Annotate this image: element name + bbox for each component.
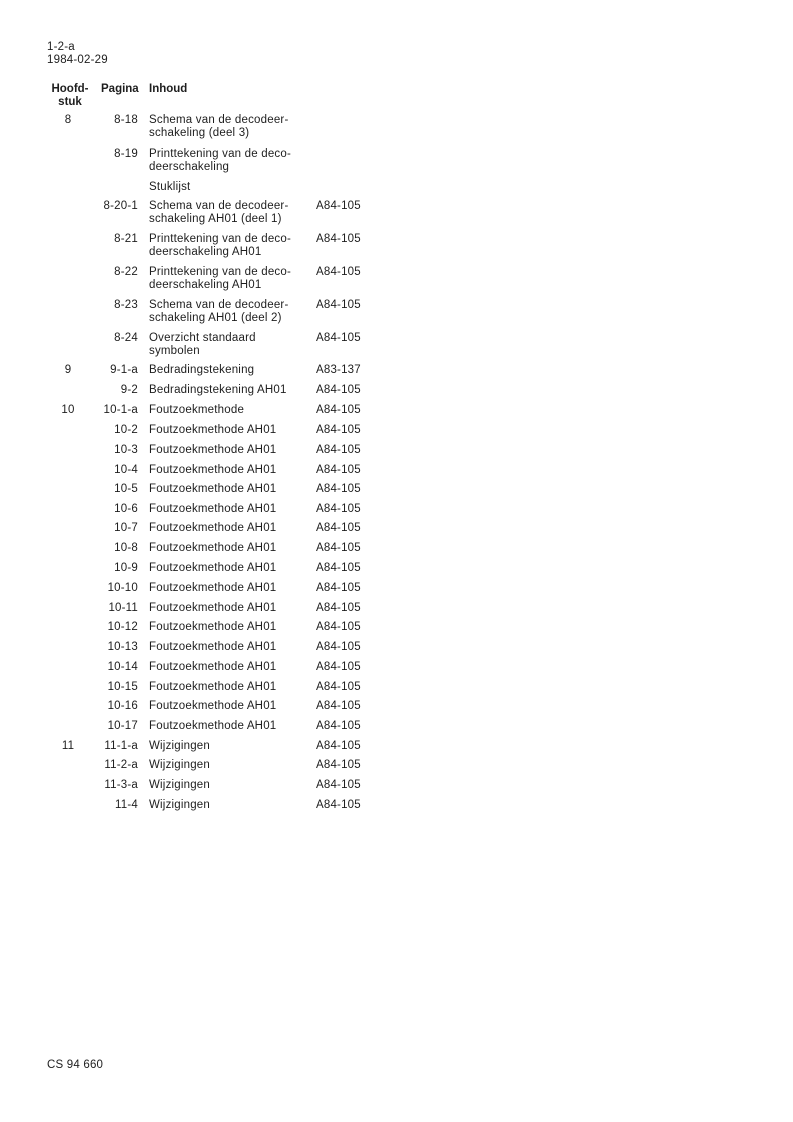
page-number: 10-2 xyxy=(114,424,138,436)
contents-line: Wijzigingen xyxy=(149,740,211,752)
contents-line: Foutzoekmethode AH01 xyxy=(149,562,277,574)
column-header-chapter-line1: Hoofd- xyxy=(51,83,89,95)
contents-line: Printtekening van de deco- xyxy=(149,266,292,278)
contents-line: deerschakeling AH01 xyxy=(149,279,262,292)
revision-code: A84-105 xyxy=(316,299,361,311)
contents-line: Foutzoekmethode AH01 xyxy=(149,602,277,614)
contents-description xyxy=(149,641,311,654)
document-code: 1-2-a xyxy=(47,41,75,53)
page-number: 10-10 xyxy=(107,582,138,594)
revision-code: A84-105 xyxy=(316,266,361,278)
contents-description xyxy=(149,602,311,615)
chapter-number: 11 xyxy=(61,740,75,752)
page-number: 11-1-a xyxy=(104,740,138,752)
page-number: 8-20-1 xyxy=(103,200,138,212)
chapter-number: 8 xyxy=(64,114,72,126)
revision-code: A84-105 xyxy=(316,522,361,534)
contents-description xyxy=(149,681,311,694)
contents-line: schakeling (deel 3) xyxy=(149,127,250,140)
chapter-number: 9 xyxy=(64,364,72,376)
contents-description xyxy=(149,759,311,772)
page-number: 9-2 xyxy=(120,384,138,396)
document-date: 1984-02-29 xyxy=(47,54,108,66)
contents-description xyxy=(149,266,311,293)
page-number: 8-21 xyxy=(114,233,138,245)
contents-description xyxy=(149,332,311,359)
contents-description xyxy=(149,483,311,496)
revision-code: A84-105 xyxy=(316,332,361,344)
contents-line: Printtekening van de deco- xyxy=(149,148,292,160)
page-number: 10-12 xyxy=(107,621,138,633)
revision-code: A84-105 xyxy=(316,602,361,614)
revision-code: A84-105 xyxy=(316,542,361,554)
contents-description xyxy=(149,779,311,792)
page-number: 10-9 xyxy=(114,562,138,574)
contents-line: Foutzoekmethode AH01 xyxy=(149,720,277,732)
contents-line: deerschakeling xyxy=(149,161,230,174)
contents-line: Foutzoekmethode AH01 xyxy=(149,503,277,515)
contents-line: Foutzoekmethode AH01 xyxy=(149,424,277,436)
page-number: 10-16 xyxy=(107,700,138,712)
revision-code: A84-105 xyxy=(316,424,361,436)
revision-code: A84-105 xyxy=(316,444,361,456)
contents-description xyxy=(149,799,311,812)
contents-description xyxy=(149,503,311,516)
contents-line: symbolen xyxy=(149,345,200,358)
contents-description xyxy=(149,233,311,260)
revision-code: A84-105 xyxy=(316,681,361,693)
contents-line: Wijzigingen xyxy=(149,759,211,771)
contents-line: Foutzoekmethode AH01 xyxy=(149,464,277,476)
contents-description xyxy=(149,181,311,194)
contents-description xyxy=(149,740,311,753)
contents-line: Schema van de decodeer- xyxy=(149,299,289,311)
revision-code: A84-105 xyxy=(316,700,361,712)
page-number: 10-13 xyxy=(107,641,138,653)
contents-line: Printtekening van de deco- xyxy=(149,233,292,245)
contents-line: Wijzigingen xyxy=(149,779,211,791)
contents-description xyxy=(149,464,311,477)
contents-description xyxy=(149,621,311,634)
revision-code: A84-105 xyxy=(316,503,361,515)
contents-description xyxy=(149,148,311,175)
contents-description xyxy=(149,522,311,535)
contents-line: Bedradingstekening xyxy=(149,364,255,376)
contents-line: Foutzoekmethode AH01 xyxy=(149,681,277,693)
contents-line: deerschakeling AH01 xyxy=(149,246,262,259)
contents-description xyxy=(149,404,311,417)
contents-line: Foutzoekmethode AH01 xyxy=(149,700,277,712)
contents-description xyxy=(149,562,311,575)
page-number: 10-6 xyxy=(114,503,138,515)
contents-line: Overzicht standaard xyxy=(149,332,256,344)
column-header-chapter-line2: stuk xyxy=(58,96,82,108)
revision-code: A84-105 xyxy=(316,641,361,653)
page-number: 11-2-a xyxy=(104,759,138,771)
contents-line: Foutzoekmethode AH01 xyxy=(149,641,277,653)
revision-code: A84-105 xyxy=(316,404,361,416)
page-number: 8-22 xyxy=(114,266,138,278)
contents-description xyxy=(149,661,311,674)
contents-description xyxy=(149,384,311,397)
contents-line: Stuklijst xyxy=(149,181,191,193)
contents-description xyxy=(149,582,311,595)
revision-code: A84-105 xyxy=(316,464,361,476)
page-number: 8-24 xyxy=(114,332,138,344)
page-number: 10-1-a xyxy=(103,404,138,416)
revision-code: A84-105 xyxy=(316,720,361,732)
page-number: 10-15 xyxy=(107,681,138,693)
page-number: 10-5 xyxy=(114,483,138,495)
revision-code: A84-105 xyxy=(316,779,361,791)
revision-code: A84-105 xyxy=(316,740,361,752)
revision-code: A84-105 xyxy=(316,759,361,771)
contents-line: Foutzoekmethode AH01 xyxy=(149,661,277,673)
column-header-contents: Inhoud xyxy=(149,83,188,95)
contents-line: Foutzoekmethode AH01 xyxy=(149,522,277,534)
page-number: 10-4 xyxy=(114,464,138,476)
contents-line: Schema van de decodeer- xyxy=(149,114,289,126)
contents-line: Schema van de decodeer- xyxy=(149,200,289,212)
contents-description xyxy=(149,200,311,227)
page-number: 10-3 xyxy=(114,444,138,456)
contents-line: Foutzoekmethode AH01 xyxy=(149,542,277,554)
page-number: 10-7 xyxy=(114,522,138,534)
contents-line: Bedradingstekening AH01 xyxy=(149,384,287,396)
revision-code: A84-105 xyxy=(316,233,361,245)
page-number: 11-4 xyxy=(115,799,138,811)
contents-description xyxy=(149,424,311,437)
contents-line: Foutzoekmethode AH01 xyxy=(149,621,277,633)
contents-description xyxy=(149,720,311,733)
document-number: CS 94 660 xyxy=(47,1059,104,1071)
revision-code: A84-105 xyxy=(316,582,361,594)
contents-line: schakeling AH01 (deel 1) xyxy=(149,213,282,226)
revision-code: A84-105 xyxy=(316,661,361,673)
contents-description xyxy=(149,114,311,141)
revision-code: A84-105 xyxy=(316,621,361,633)
revision-code: A84-105 xyxy=(316,384,361,396)
contents-line: Foutzoekmethode xyxy=(149,404,245,416)
page-number: 10-17 xyxy=(107,720,138,732)
revision-code: A84-105 xyxy=(316,483,361,495)
page-number: 11-3-a xyxy=(104,779,138,791)
page-number: 10-14 xyxy=(107,661,138,673)
page-number: 10-11 xyxy=(108,602,138,614)
contents-description xyxy=(149,444,311,457)
contents-line: Foutzoekmethode AH01 xyxy=(149,582,277,594)
contents-description xyxy=(149,364,311,377)
contents-description xyxy=(149,542,311,555)
contents-description xyxy=(149,700,311,713)
contents-line: schakeling AH01 (deel 2) xyxy=(149,312,282,325)
contents-description xyxy=(149,299,311,326)
contents-line: Wijzigingen xyxy=(149,799,211,811)
contents-line: Foutzoekmethode AH01 xyxy=(149,444,277,456)
page-number: 8-23 xyxy=(114,299,138,311)
column-header-page: Pagina xyxy=(101,83,139,95)
revision-code: A83-137 xyxy=(316,364,361,376)
page-number: 8-19 xyxy=(114,148,138,160)
page-number: 9-1-a xyxy=(110,364,138,376)
contents-line: Foutzoekmethode AH01 xyxy=(149,483,277,495)
revision-code: A84-105 xyxy=(316,562,361,574)
page-number: 10-8 xyxy=(114,542,138,554)
page-number: 8-18 xyxy=(114,114,138,126)
revision-code: A84-105 xyxy=(316,200,361,212)
chapter-number: 10 xyxy=(61,404,75,416)
revision-code: A84-105 xyxy=(316,799,361,811)
